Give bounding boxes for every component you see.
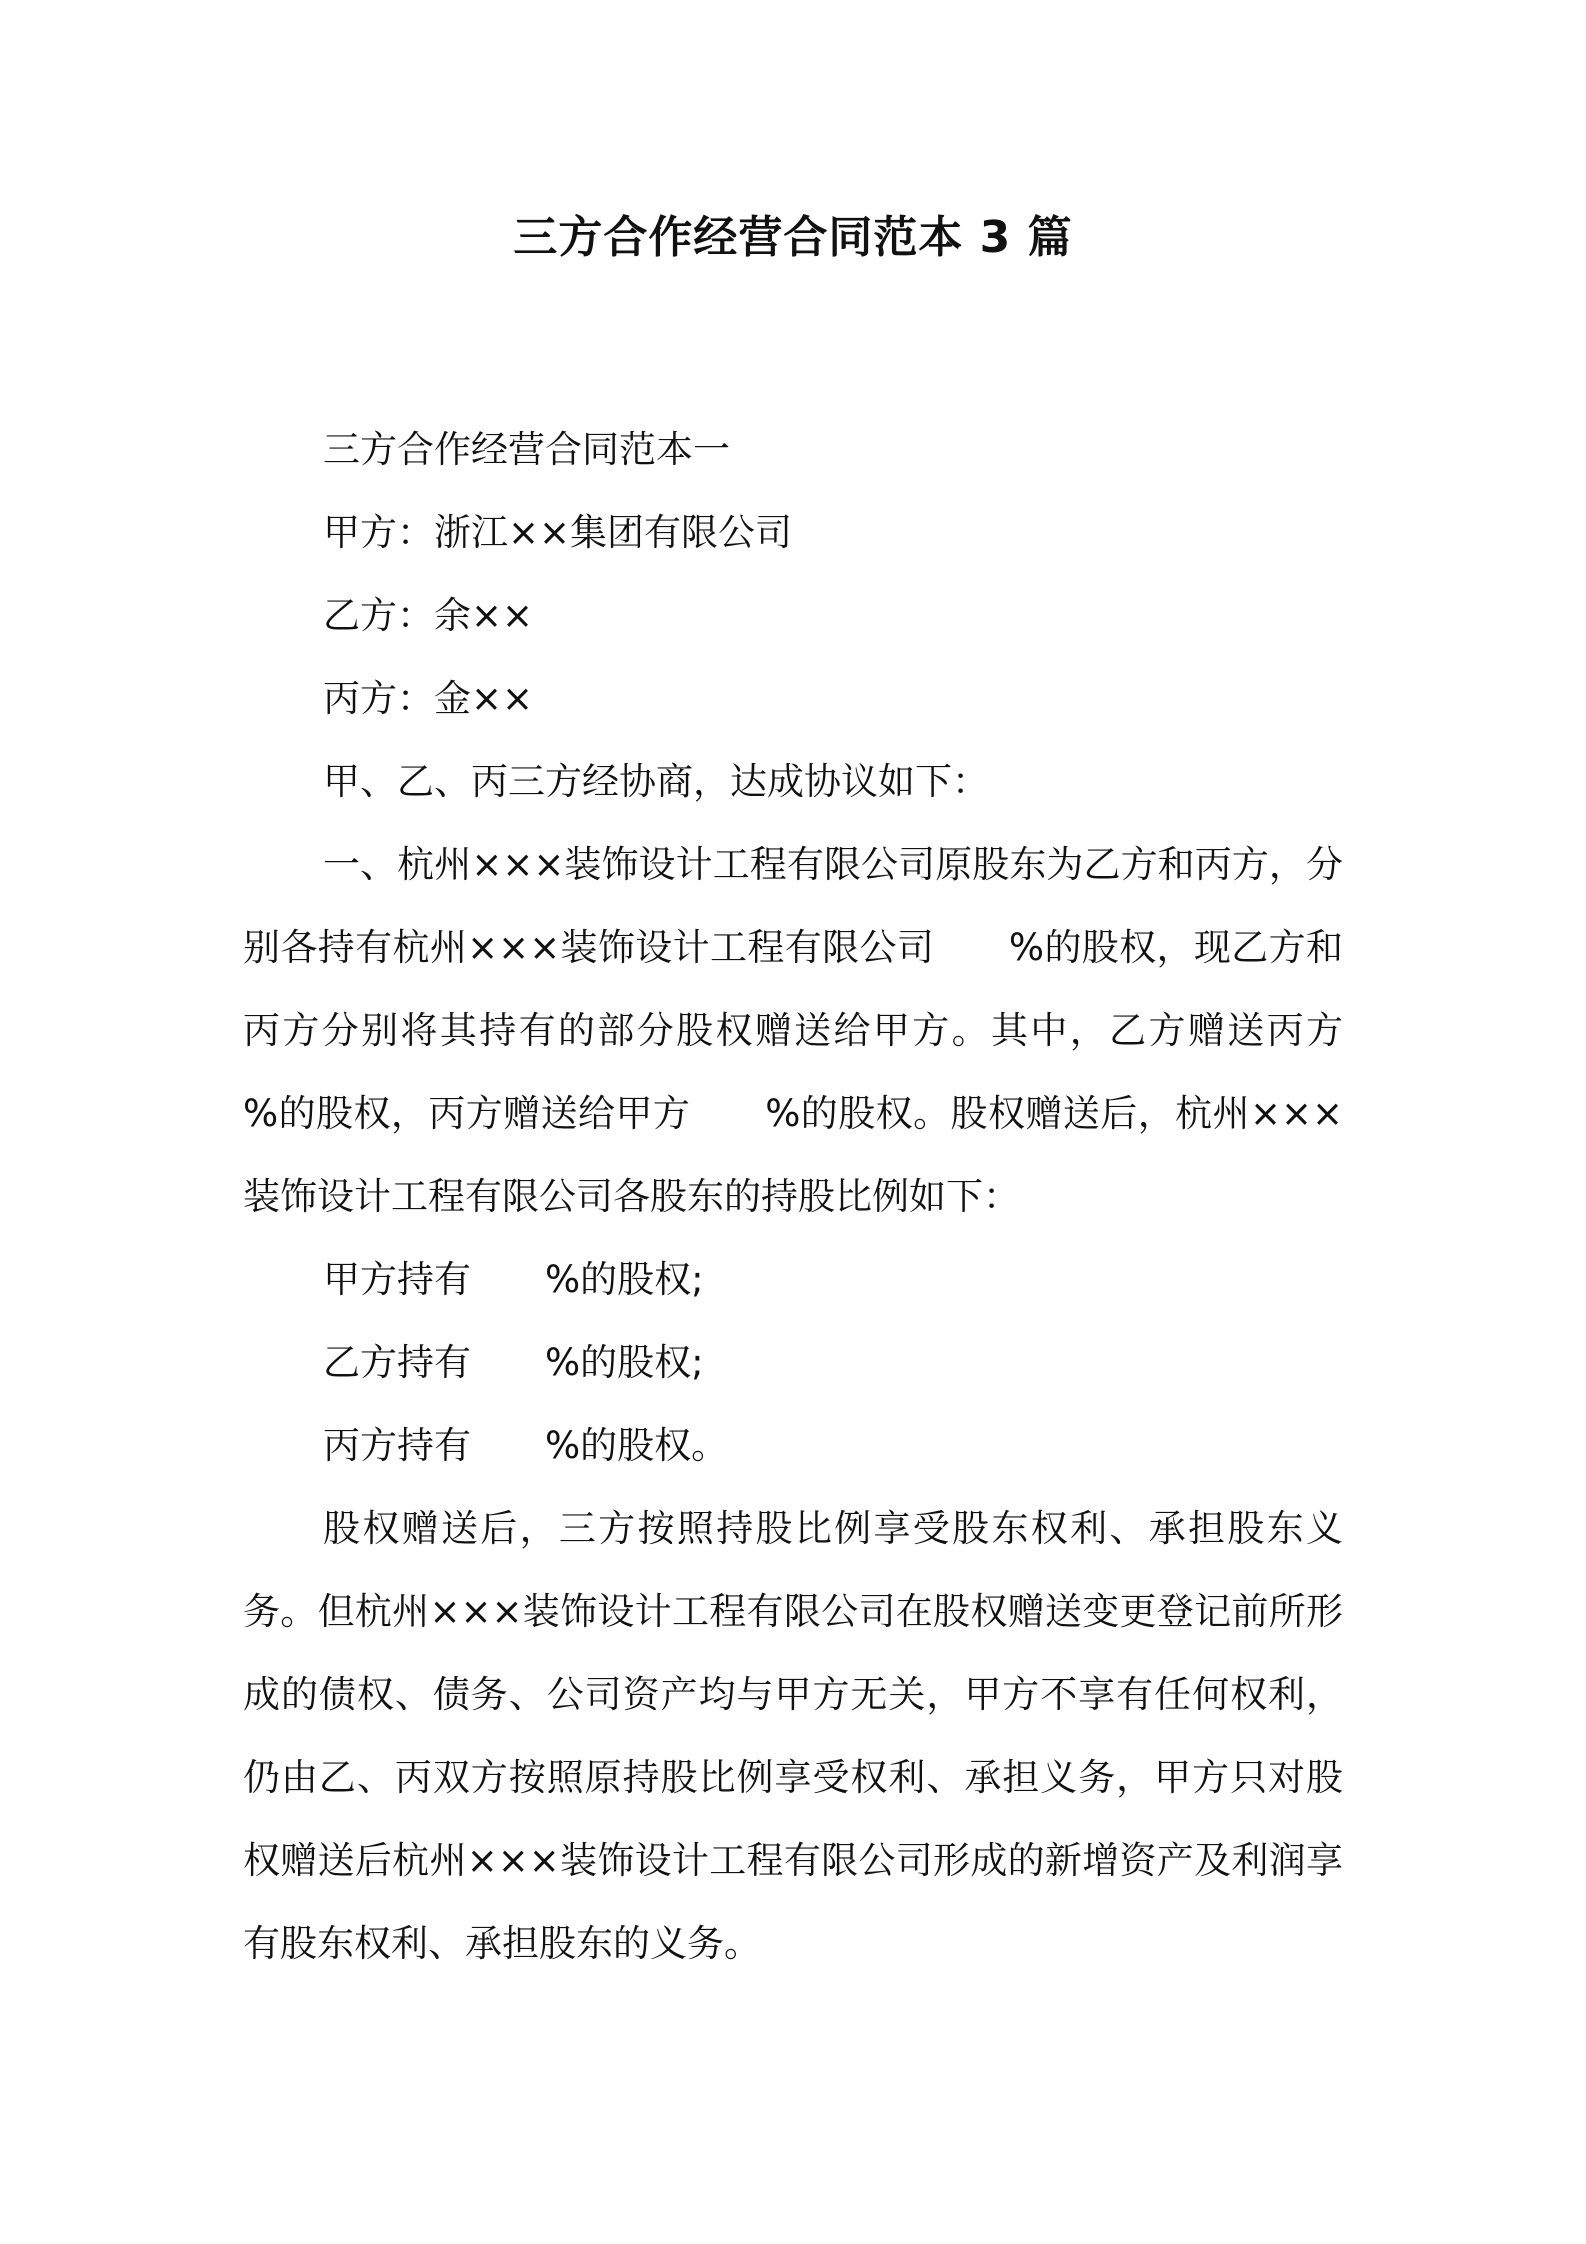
document-body <box>243 408 1417 1985</box>
party-a-line: 甲方：浙江××集团有限公司 <box>323 511 793 554</box>
party-c-line: 丙方：金×× <box>323 677 534 720</box>
section-heading: 三方合作经营合同范本一 <box>323 428 730 471</box>
agreement-intro: 甲、乙、丙三方经协商，达成协议如下： <box>323 760 989 803</box>
shareholding-party-b: 乙方持有 %的股权; <box>323 1341 704 1384</box>
rights-obligations-paragraph: 股权赠送后，三方按照持股比例享受股东权利、承担股东义务。但杭州×××装饰设计工程有限公司在股权赠送变更登记前所形成的债权、债务、公司资产均与甲方无关，甲方不享有任何权利，仍由乙、丙双方按照原持股比例享受权利、承担义务，甲方只对股权赠送后杭州×××装饰设计工程有限公司形成的新增资产及利润享有股东权利、承担股东的义务。 <box>243 1507 1343 1965</box>
shareholding-party-c: 丙方持有 %的股权。 <box>323 1424 729 1467</box>
party-b-line: 乙方：余×× <box>323 594 534 637</box>
shareholding-party-a: 甲方持有 %的股权; <box>323 1258 704 1301</box>
clause-one-paragraph: 一、杭州×××装饰设计工程有限公司原股东为乙方和丙方，分别各持有杭州×××装饰设计工程有限公司 %的股权，现乙方和丙方分别将其持有的部分股权赠送给甲方。其中，乙方赠送丙方 %的股权，丙方赠送给甲方 %的股权。股权赠送后，杭州×××装饰设计工程有限公司各股东的持股比例如下： <box>243 843 1417 1218</box>
document-title: 三方合作经营合同范本 3 篇 <box>513 212 1073 263</box>
